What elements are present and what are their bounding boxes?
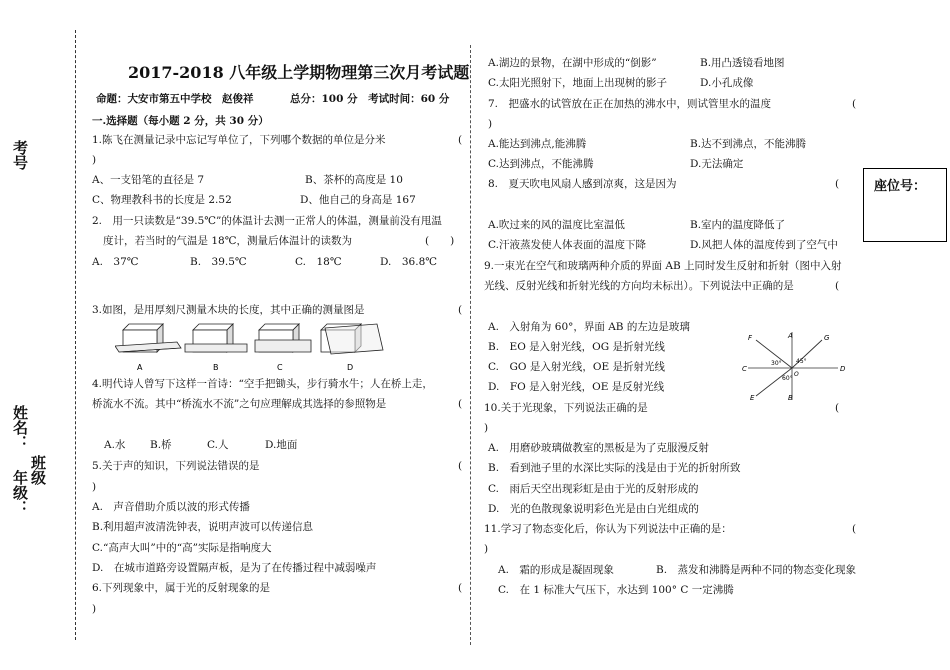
q9-option-a: A. 入射角为 60°，界面 AB 的左边是玻璃: [488, 321, 690, 333]
q9-option-b: B. EO 是入射光线，OG 是折射光线: [488, 341, 665, 353]
q7-paren: (: [852, 98, 857, 110]
q1-stem: 1.陈飞在测量记录中忘记写单位了，下列哪个数据的单位是分米: [92, 134, 386, 146]
q1-close: ): [92, 154, 97, 166]
fig-label-o: O: [794, 371, 799, 378]
q2-stem-line1: 2. 用一只读数是“39.5℃”的体温计去测一正常人的体温，测量前没有甩温: [92, 215, 442, 227]
q10-option-c: C. 雨后天空出现彩虹是由于光的反射形成的: [488, 483, 699, 495]
q4-option-c: C.人: [207, 439, 229, 451]
q6-close: ): [92, 603, 97, 615]
light-refraction-figure: [738, 330, 848, 402]
q6-paren: (: [458, 582, 463, 594]
ruler-label-b: B: [213, 363, 219, 372]
q8-option-a: A.吹过来的风的温度比室温低: [488, 219, 625, 231]
q10-close: ): [484, 422, 489, 434]
q6-stem: 6.下列现象中，属于光的反射现象的是: [92, 582, 271, 594]
fig-angle-45: 45°: [796, 358, 807, 365]
q2-paren: ( ): [425, 235, 455, 247]
q9-paren: (: [835, 280, 840, 292]
q4-option-a: A.水: [104, 439, 126, 451]
fig-label-a: A: [788, 332, 793, 340]
exam-number-label: 考号: [11, 140, 29, 170]
q1-option-c: C、物理教科书的长度是 2.52: [92, 194, 232, 206]
fig-label-f: F: [748, 334, 753, 342]
q6-option-a: A.湖边的景物，在湖中形成的“倒影”: [488, 57, 657, 69]
q11-option-c: C. 在 1 标准大气压下，水达到 100° C 一定沸腾: [498, 584, 734, 596]
q11-paren: (: [852, 523, 857, 535]
q4-stem-line2: 桥流水不流。其中“桥流水不流”之句应理解成其选择的参照物是: [92, 398, 387, 410]
fig-label-b: B: [788, 394, 793, 402]
q5-option-c: C.“高声大叫”中的“高”实际是指响度大: [92, 542, 272, 554]
q7-option-d: D.无法确定: [690, 158, 744, 170]
q5-close: ): [92, 481, 97, 493]
q6-option-c: C.太阳光照射下，地面上出现树的影子: [488, 77, 667, 89]
ruler-figures: [115, 318, 390, 374]
q7-close: ): [488, 118, 493, 130]
q2-option-c: C. 18℃: [295, 256, 342, 268]
ruler-figure-b: [185, 324, 247, 352]
q7-stem: 7. 把盛水的试管放在正在加热的沸水中，则试管里水的温度: [488, 98, 772, 110]
q2-option-b: B. 39.5℃: [190, 256, 247, 268]
q1-option-b: B、茶杯的高度是 10: [305, 174, 403, 186]
ruler-label-a: A: [137, 363, 143, 372]
fig-angle-30: 30°: [771, 360, 782, 367]
grade-label: 年级：: [11, 470, 29, 515]
q10-paren: (: [835, 402, 840, 414]
section-title: 一.选择题（每小题 2 分，共 30 分）: [92, 115, 269, 127]
q3-stem: 3.如图，是用厚刻尺测量木块的长度，其中正确的测量图是: [92, 304, 365, 316]
q8-stem: 8. 夏天吹电风扇人感到凉爽，这是因为: [488, 178, 677, 190]
q1-paren: (: [458, 134, 463, 146]
fig-label-e: E: [750, 394, 755, 402]
ruler-label-c: C: [277, 363, 283, 372]
ruler-figure-d: [321, 324, 383, 354]
name-label: 姓名：: [11, 405, 29, 450]
q2-option-a: A. 37℃: [92, 256, 139, 268]
column-divider: [470, 45, 471, 645]
q8-option-b: B.室内的温度降低了: [690, 219, 786, 231]
ruler-label-d: D: [347, 363, 354, 372]
binding-line: [75, 30, 76, 640]
q5-option-d: D. 在城市道路旁设置隔声板，是为了在传播过程中减弱噪声: [92, 562, 377, 574]
fig-label-d: D: [840, 365, 846, 373]
q10-option-b: B. 看到池子里的水深比实际的浅是由于光的折射所致: [488, 462, 741, 474]
q10-option-a: A. 用磨砂玻璃做教室的黑板是为了克服漫反射: [488, 442, 709, 454]
ruler-figure-a: [115, 324, 181, 352]
q8-paren: (: [835, 178, 840, 190]
q4-stem-line1: 4.明代诗人曾写下这样一首诗：“空手把锄头，步行骑水牛；人在桥上走，: [92, 378, 433, 390]
q8-option-c: C.汗液蒸发使人体表面的温度下降: [488, 239, 646, 251]
fig-label-g: G: [824, 334, 830, 342]
q5-option-b: B.利用超声波清洗钟表，说明声波可以传递信息: [92, 521, 314, 533]
q7-option-a: A.能达到沸点,能沸腾: [488, 138, 587, 150]
fig-angle-60: 60°: [782, 375, 793, 382]
fig-label-c: C: [742, 365, 747, 373]
q9-option-d: D. FO 是入射光线，OE 是反射光线: [488, 381, 665, 393]
q10-option-d: D. 光的色散现象说明彩色光是由白光组成的: [488, 503, 699, 515]
q7-option-b: B.达不到沸点，不能沸腾: [690, 138, 807, 150]
q7-option-c: C.达到沸点，不能沸腾: [488, 158, 594, 170]
q5-paren: (: [458, 460, 463, 472]
q9-option-c: C. GO 是入射光线，OE 是折射光线: [488, 361, 665, 373]
q5-option-a: A. 声音借助介质以波的形式传播: [92, 501, 250, 513]
q6-option-b: B.用凸透镜看地图: [700, 57, 785, 69]
q2-option-d: D. 36.8℃: [380, 256, 438, 268]
q9-stem-line1: 9.一束光在空气和玻璃两种介质的界面 AB 上同时发生反射和折射（图中入射: [484, 260, 842, 272]
q11-close: ): [484, 543, 489, 555]
q11-stem: 11.学习了物态变化后，你认为下列说法中正确的是：: [484, 523, 732, 535]
q11-option-b: B. 蒸发和沸腾是两种不同的物态变化现象: [656, 564, 857, 576]
q10-stem: 10.关于光现象，下列说法正确的是: [484, 402, 648, 414]
q5-stem: 5.关于声的知识，下列说法错误的是: [92, 460, 260, 472]
q4-paren: (: [458, 398, 463, 410]
class-label: 班级: [29, 455, 47, 485]
q1-option-d: D、他自己的身高是 167: [300, 194, 416, 206]
score-time-line: 总分：100 分 考试时间：60 分: [290, 93, 450, 105]
q4-option-b: B.桥: [150, 439, 172, 451]
exam-title: 2017-2018 八年级上学期物理第三次月考试题: [128, 63, 470, 82]
q2-stem-line2: 度计，若当时的气温是 18℃，测量后体温计的读数为: [103, 235, 352, 247]
q6-option-d: D.小孔成像: [700, 77, 754, 89]
q11-option-a: A. 霜的形成是凝固现象: [498, 564, 614, 576]
q3-paren: (: [458, 304, 463, 316]
seat-number-box[interactable]: [863, 168, 947, 242]
author-line: 命题：大安市第五中学校 赵俊祥: [96, 93, 254, 105]
ruler-figure-c: [255, 324, 311, 352]
q9-stem-line2: 光线、反射光线和折射光线的方向均未标出）。下列说法中正确的是: [484, 280, 794, 292]
q1-option-a: A、一支铅笔的直径是 7: [92, 174, 205, 186]
q8-option-d: D.风把人体的温度传到了空气中: [690, 239, 838, 251]
seat-number-label: 座位号：: [874, 179, 927, 194]
q4-option-d: D.地面: [265, 439, 298, 451]
